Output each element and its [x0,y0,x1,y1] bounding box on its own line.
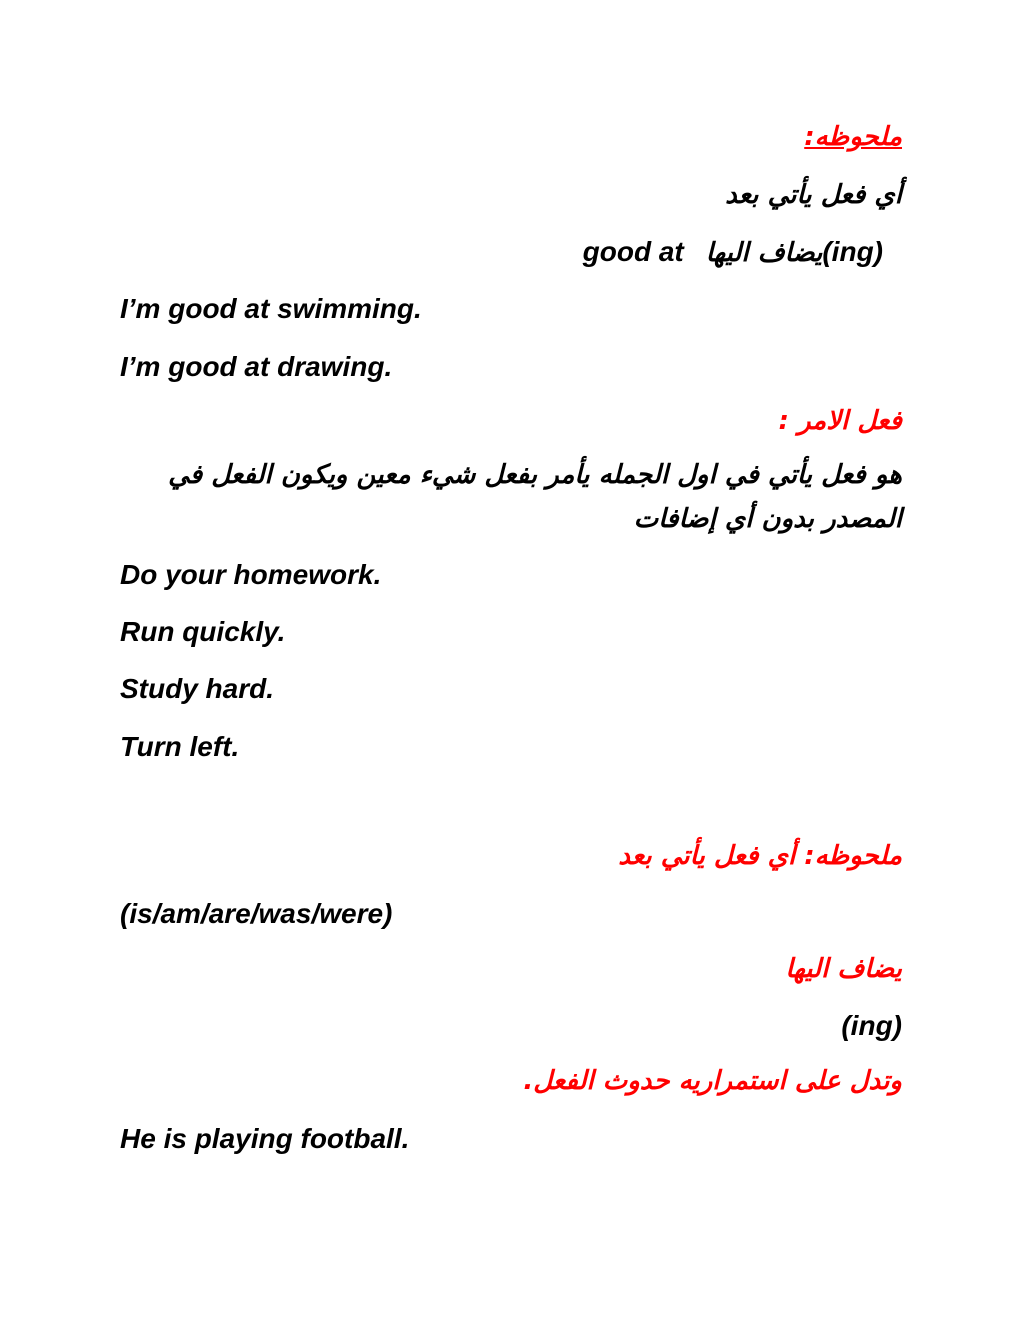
imperative-description-line-2: المصدر بدون أي إضافات [633,504,902,534]
imperative-heading: فعل الامر : [778,406,902,436]
note-line-1: أي فعل يأتي بعد [725,180,902,210]
imperative-description-line-1: هو فعل يأتي في اول الجمله يأمر بفعل شيء معين ويكون الفعل في [168,460,902,490]
example-sentence-1: I’m good at swimming. [120,293,422,324]
be-verbs-list: (is/am/are/was/were) [120,898,393,929]
example-sentence-2: I’m good at drawing. [120,351,393,382]
note2-ing-suffix: (ing) [841,1010,902,1041]
ing-suffix-text: (ing) [822,236,883,267]
note2-meaning: وتدل على استمراريه حدوث الفعل. [523,1066,902,1096]
imperative-example-4: Turn left. [120,731,240,762]
note-heading: ملحوظه: [804,122,902,152]
note2-heading: ملحوظه: أي فعل يأتي بعد [618,841,902,871]
imperative-example-2: Run quickly. [120,616,286,647]
good-at-text: good at [582,236,684,267]
imperative-example-3: Study hard. [120,673,275,704]
note2-added-text: يضاف اليها [785,954,902,984]
continuous-example-sentence: He is playing football. [120,1123,410,1154]
note-line-2 [583,238,883,266]
added-to-it-text: يضاف اليها [705,238,823,268]
imperative-example-1: Do your homework. [120,559,382,590]
